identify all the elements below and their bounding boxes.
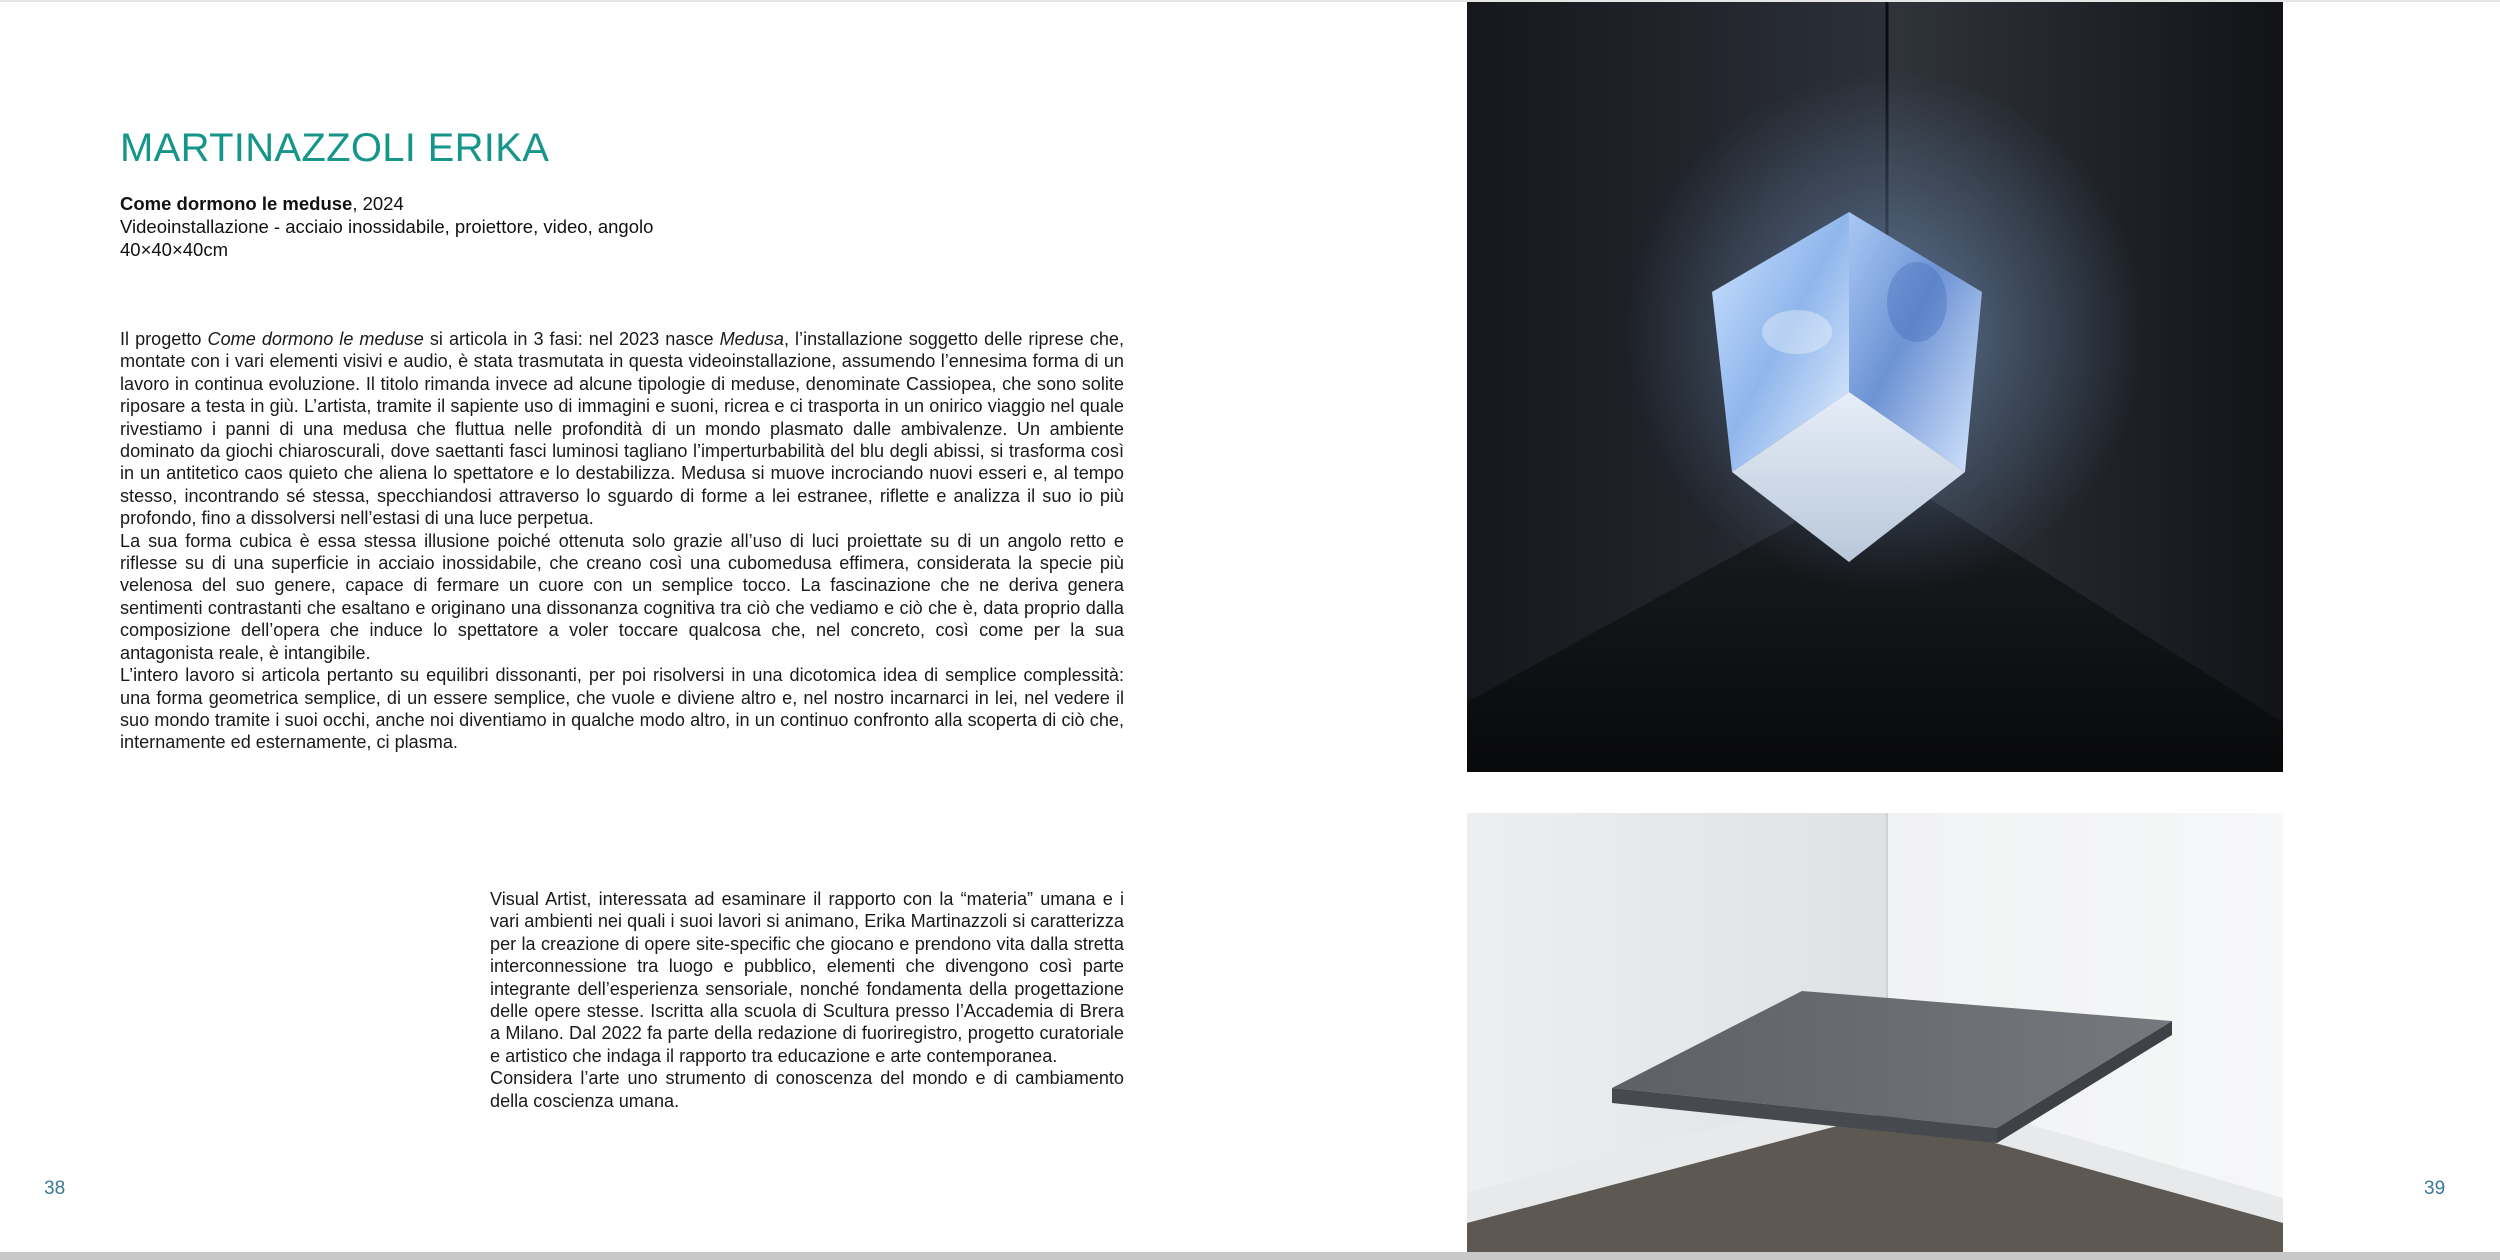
artwork-year: , 2024 — [352, 193, 404, 214]
artwork-caption — [120, 192, 653, 261]
description-italic-title: Come dormono le meduse — [207, 329, 424, 349]
description-italic-medusa: Medusa — [719, 329, 784, 349]
page-bottom-edge — [0, 1252, 2500, 1260]
bio-paragraph-2: Considera l’arte uno strumento di conoscenza del mondo e di cambiamento della coscienza umana. — [490, 1068, 1124, 1111]
page-number-right: 39 — [2424, 1178, 2446, 1199]
bio-paragraph-1: Visual Artist, interessata ad esaminare il rapporto con la “materia” umana e i vari ambienti nei quali i suoi lavori si animano, Erika Martinazzoli si caratterizza per la creazione di opere site-specific che giocano e prendono vita dalla stretta interconnessione tra luogo e pubblico, elementi che divengono così parte integrante dell’esperienza sensoriale, nonché fondamenta della progettazione delle opere stesse. Iscritta alla scuola di Scultura presso l’Accademia di Brera a Milano. Dal 2022 fa parte della redazione di fuoriregistro, progetto curatoriale e artistico che indaga il rapporto tra educazione e arte contemporanea. — [490, 889, 1124, 1066]
artwork-dimensions: 40×40×40cm — [120, 239, 229, 260]
lit-cube-image — [1467, 2, 2283, 772]
artwork-description — [120, 328, 1124, 754]
artist-name: MARTINAZZOLI ERIKA — [120, 126, 550, 170]
artwork-medium: Videoinstallazione - acciaio inossidabile, proiettore, video, angolo — [120, 216, 654, 237]
description-paragraph-1 — [120, 328, 1124, 530]
steel-plate-image — [1467, 813, 2283, 1254]
artwork-title: Come dormono le meduse — [120, 193, 353, 214]
description-text: Il progetto — [120, 329, 208, 349]
artist-bio — [490, 888, 1124, 1112]
description-text: si articola in 3 fasi: nel 2023 nasce — [423, 329, 720, 349]
page-number-left: 38 — [44, 1178, 66, 1199]
description-paragraph-3: L’intero lavoro si articola pertanto su equilibri dissonanti, per poi risolversi in una dicotomica idea di semplice complessità: una forma geometrica semplice, di un essere semplice, che vuole e diviene altro e, nel nostro incarnarci in lei, nel vedere il suo mondo tramite i suoi occhi, anche noi diventiamo in qualche modo altro, in un continuo confronto alla scoperta di ciò che, internamente ed esternamente, ci plasma. — [120, 665, 1124, 753]
installation-photo-daylight — [1467, 813, 2283, 1254]
description-text: , l’installazione soggetto delle riprese che, montate con i vari elementi visivi e audio, è stata trasmutata in questa videoinstallazione, assumendo l’ennesima forma di un lavoro in continua evoluzione. Il titolo rimanda invece ad alcune tipologie di meduse, denominate Cassiopea, che sono solite riposare a testa in giù. L’artista, tramite il sapiente uso di immagini e suoni, ricrea e ci trasporta in un onirico viaggio nel quale rivestiamo i panni di una medusa che fluttua nelle profondità di un mondo plasmato dalle ambivalenze. Un ambiente dominato da giochi chiaroscurali, dove saettanti fasci luminosi tagliano l’imperturbabilità del blu degli abissi, si trasforma così in un antitetico caos quieto che aliena lo spettatore e lo destabilizza. Medusa si muove incrociando nuovi esseri e, al tempo stesso, incontrando sé stessa, specchiandosi attraverso lo sguardo di forme a lei estranee, riflette e analizza il suo io più profondo, fino a dissolversi nell’estasi di una luce perpetua. — [120, 329, 1124, 529]
artwork-title-line — [120, 192, 653, 215]
installation-photo-lit — [1467, 2, 2283, 772]
description-paragraph-2: La sua forma cubica è essa stessa illusione poiché ottenuta solo grazie all’uso di luci proiettate su di un angolo retto e riflesse su di una superficie in acciaio inossidabile, che creano così una cubomedusa effimera, considerata la specie più velenosa del suo genere, capace di fermare un cuore con un semplice tocco. La fascinazione che ne deriva genera sentimenti contrastanti che esaltano e originano una dissonanza cognitiva tra ciò che vediamo e ciò che è, data proprio dalla composizione dell’opera che induce lo spettatore a voler toccare qualcosa che, nel concreto, così come per la sua antagonista reale, è intangibile. — [120, 530, 1124, 663]
